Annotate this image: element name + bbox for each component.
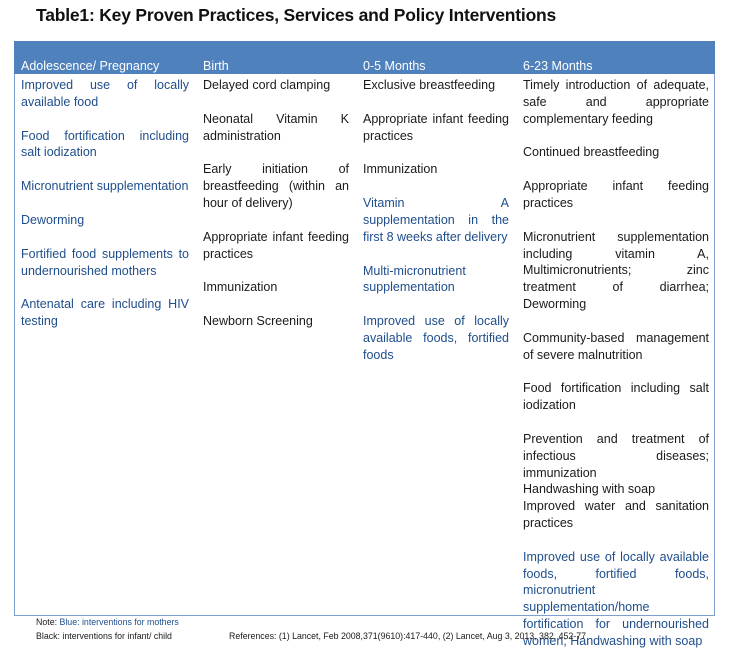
table-cell-item: Neonatal Vitamin K administration (203, 111, 349, 143)
table-cell-item: Improved use of locally available foods, fortified foods, micronutrient supplementation/home fortification for undernourished women; Handwashing with soap (523, 549, 709, 648)
column-0-5-months (363, 77, 509, 381)
table-cell-item: Handwashing with soap (523, 482, 656, 497)
table-cell-item: Improved use of locally available foods, fortified foods (363, 314, 509, 362)
note-mothers-text: Note: Blue: interventions for mothers (36, 617, 179, 627)
table-cell-item: Community-based management of severe malnutrition (523, 330, 709, 362)
table-cell-item: Newborn Screening (203, 314, 313, 329)
table-cell-item: Appropriate infant feeding practices (523, 179, 709, 210)
table-cell-item: Appropriate infant feeding practices (203, 229, 349, 261)
table-cell-item: Continued breastfeeding (523, 145, 660, 160)
table-cell-item: Appropriate infant feeding practices (363, 111, 509, 143)
table-cell-item: Immunization (363, 162, 438, 177)
table-cell-item: Food fortification including salt iodization (21, 128, 189, 160)
table-cell-item: Deworming (21, 212, 85, 227)
note-mothers (36, 617, 179, 627)
table-cell-item: Improved water and sanitation practices (523, 499, 709, 530)
table-cell-item: Multi-micronutrient supplementation (363, 263, 466, 295)
column-6-23-months (523, 77, 709, 667)
table-cell-item: Micronutrient supplementation including vitamin A, Multimicronutrients; zinc treatment of diarrhea; Deworming (523, 229, 709, 311)
table-cell-item: Micronutrient supplementation (21, 179, 189, 194)
header-adolescence-pregnancy: Adolescence/ Pregnancy (21, 59, 160, 73)
table-cell-item: Early initiation of breastfeeding (within an hour of delivery) (203, 162, 349, 210)
table-cell-item: Prevention and treatment of infectious diseases; immunization (523, 431, 709, 480)
table-cell-item: Fortified food supplements to undernourished mothers (21, 246, 189, 278)
table-cell-item: Timely introduction of adequate, safe and appropriate complementary feeding (523, 78, 709, 126)
table-cell-item: Improved use of locally available food (21, 78, 189, 109)
header-6-23-months: 6-23 Months (523, 59, 593, 73)
table-cell-item: Exclusive breastfeeding (363, 78, 496, 92)
header-0-5-months: 0-5 Months (363, 59, 426, 73)
note-infant: Black: interventions for infant/ child (36, 631, 172, 641)
table-cell-item: Antenatal care including HIV testing (21, 297, 189, 329)
table-cell-item: Immunization (203, 280, 278, 295)
column-birth (203, 77, 349, 347)
table-cell-item: Delayed cord clamping (203, 78, 331, 92)
table-cell-item: Vitamin A supplementation in the first 8 weeks after delivery (363, 196, 509, 244)
references: References: (1) Lancet, Feb 2008,371(9610):417-440, (2) Lancet, Aug 3, 2013, 382, 452-77 (229, 631, 587, 641)
column-adolescence-pregnancy (21, 77, 189, 347)
table-cell-item: Food fortification including salt iodization (523, 381, 709, 413)
table-title: Table1: Key Proven Practices, Services and Policy Interventions (36, 5, 557, 25)
header-birth: Birth (203, 59, 229, 73)
